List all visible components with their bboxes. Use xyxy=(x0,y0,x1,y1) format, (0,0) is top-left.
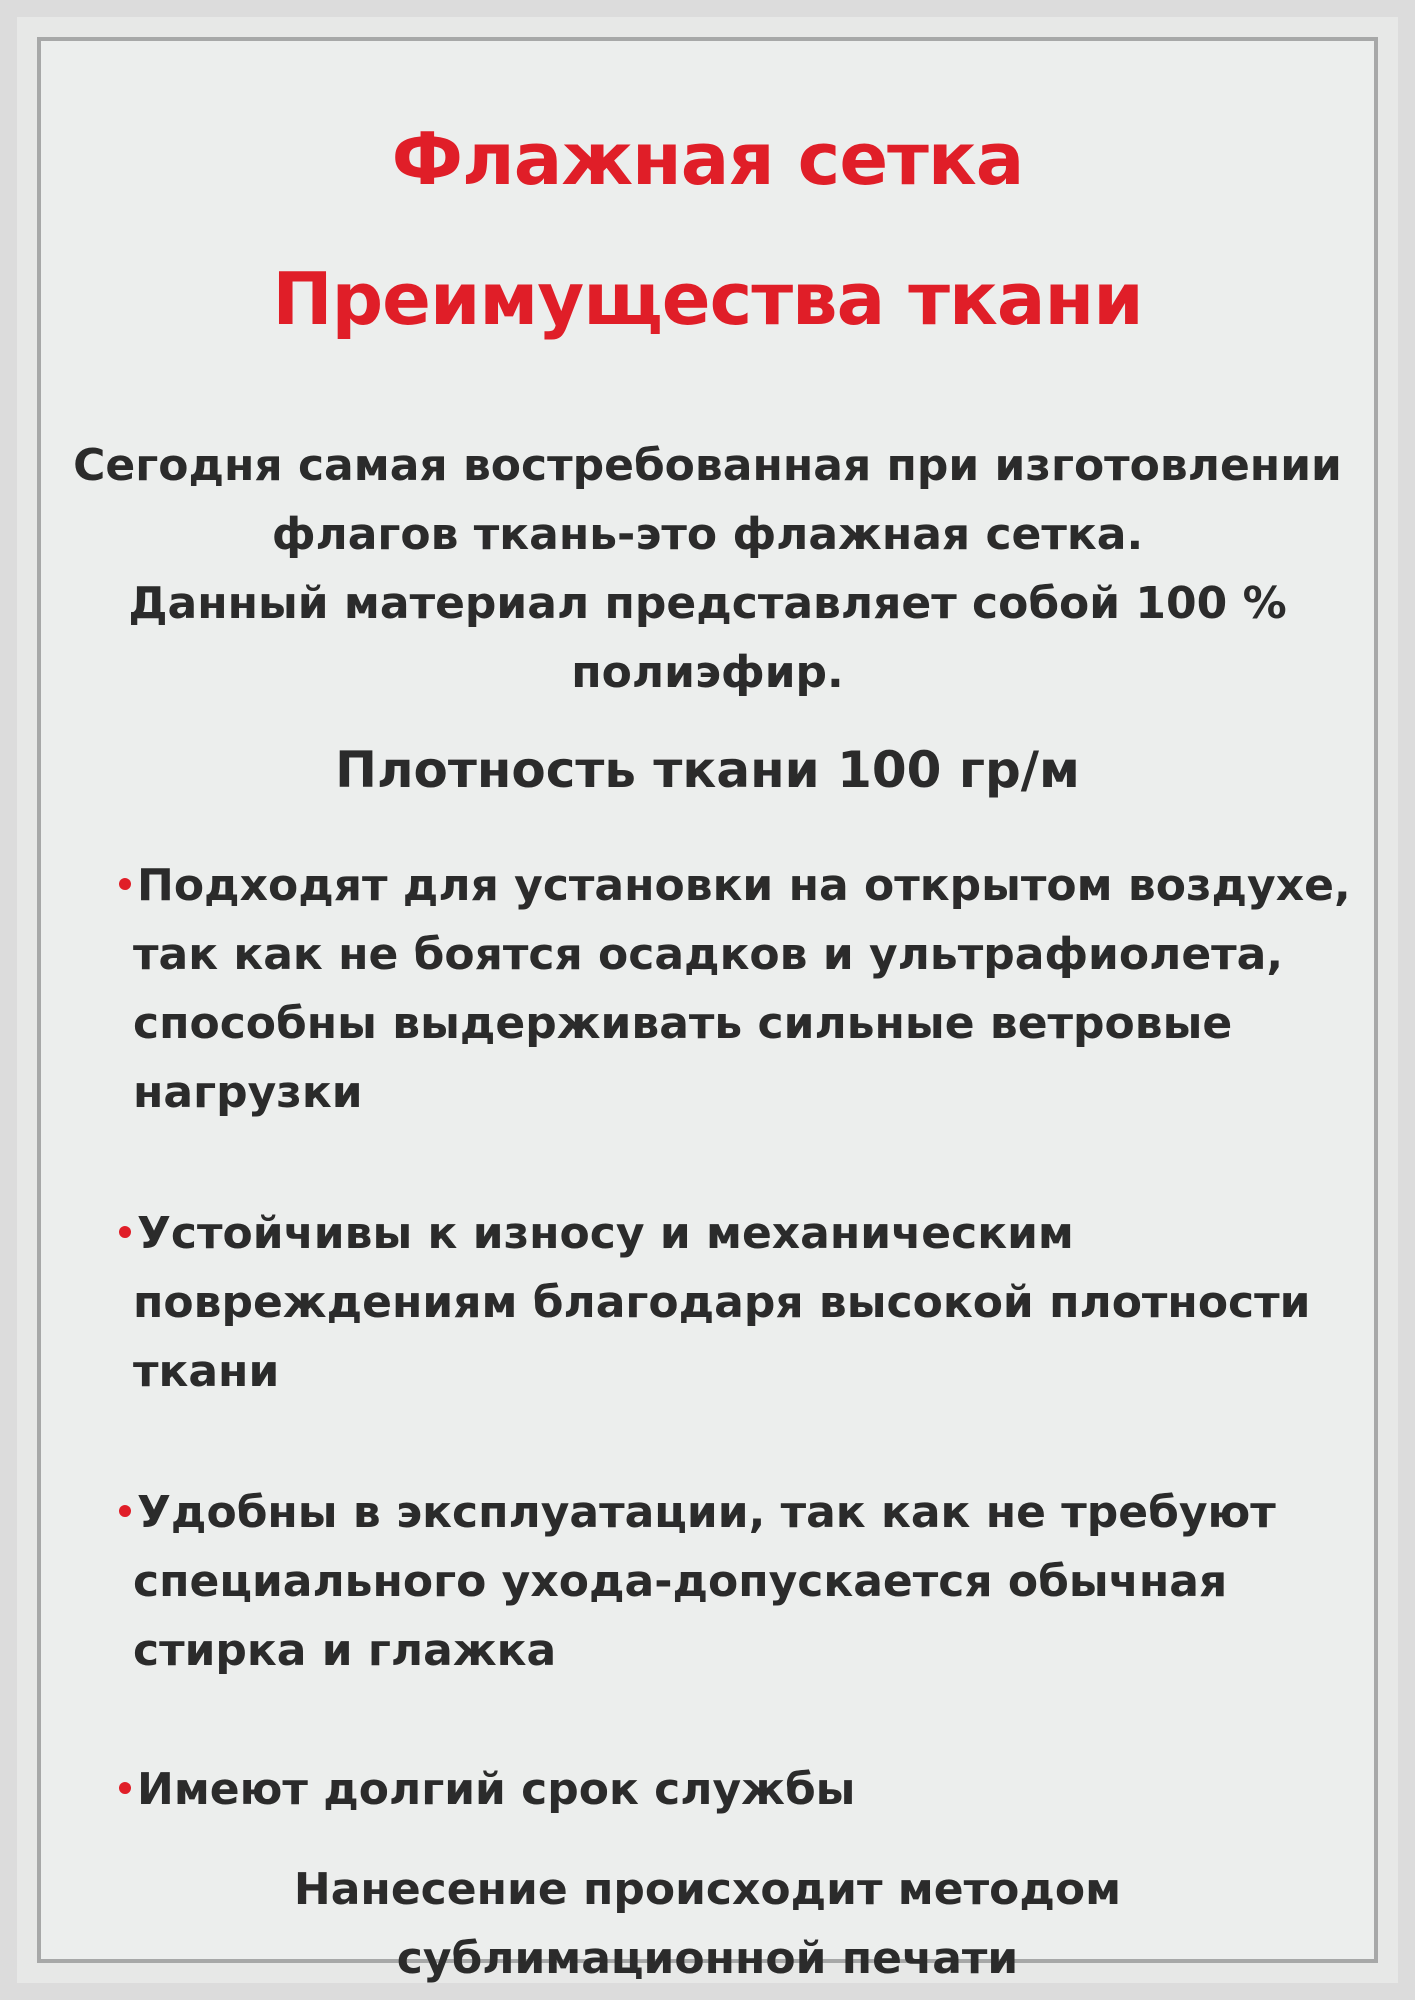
advantage-line: стирка и глажка xyxy=(133,1625,557,1676)
intro-line: полиэфир. xyxy=(571,647,844,698)
intro-line: флагов ткань-это флажная сетка. xyxy=(271,509,1144,560)
bullet-dot-icon xyxy=(119,1226,131,1238)
footer-note xyxy=(41,1855,1374,1993)
advantage-line: Удобны в эксплуатации, так как не требуют xyxy=(137,1487,1276,1538)
advantage-line: способны выдерживать сильные ветровые xyxy=(133,998,1233,1049)
advantage-line: нагрузки xyxy=(133,1067,363,1118)
bullet-dot-icon xyxy=(119,1505,131,1517)
bullet-dot-icon xyxy=(119,878,131,890)
poster-title: Флажная сетка xyxy=(391,117,1024,201)
footer-line: Нанесение происходит методом xyxy=(293,1864,1122,1915)
poster-inner-panel xyxy=(37,37,1378,1984)
intro-line: Данный материал представляет собой 100 % xyxy=(128,578,1287,629)
advantage-line: Устойчивы к износу и механическим xyxy=(137,1208,1074,1259)
advantage-line: повреждениям благодаря высокой плотности xyxy=(133,1277,1311,1328)
fabric-density: Плотность ткани 100 гр/м xyxy=(335,741,1080,799)
poster-subtitle: Преимущества ткани xyxy=(272,257,1143,341)
advantage-line: специального ухода-допускается обычная xyxy=(133,1556,1228,1607)
advantage-line: Подходят для установки на открытом воздухе, xyxy=(137,860,1351,911)
poster-outer-frame xyxy=(17,17,1398,1983)
advantage-line: Имеют долгий срок службы xyxy=(137,1764,856,1815)
intro-line: Сегодня самая востребованная при изготовлении xyxy=(73,440,1342,491)
advantage-line: ткани xyxy=(133,1346,280,1397)
advantage-item xyxy=(119,1755,1369,1824)
bullet-dot-icon xyxy=(119,1782,131,1794)
advantage-item xyxy=(119,851,1369,1127)
advantage-line: так как не боятся осадков и ультрафиолета, xyxy=(133,929,1284,980)
advantage-item xyxy=(119,1478,1369,1685)
advantage-item xyxy=(119,1199,1369,1406)
intro-paragraph xyxy=(41,431,1374,707)
footer-line: сублимационной печати xyxy=(396,1933,1019,1984)
